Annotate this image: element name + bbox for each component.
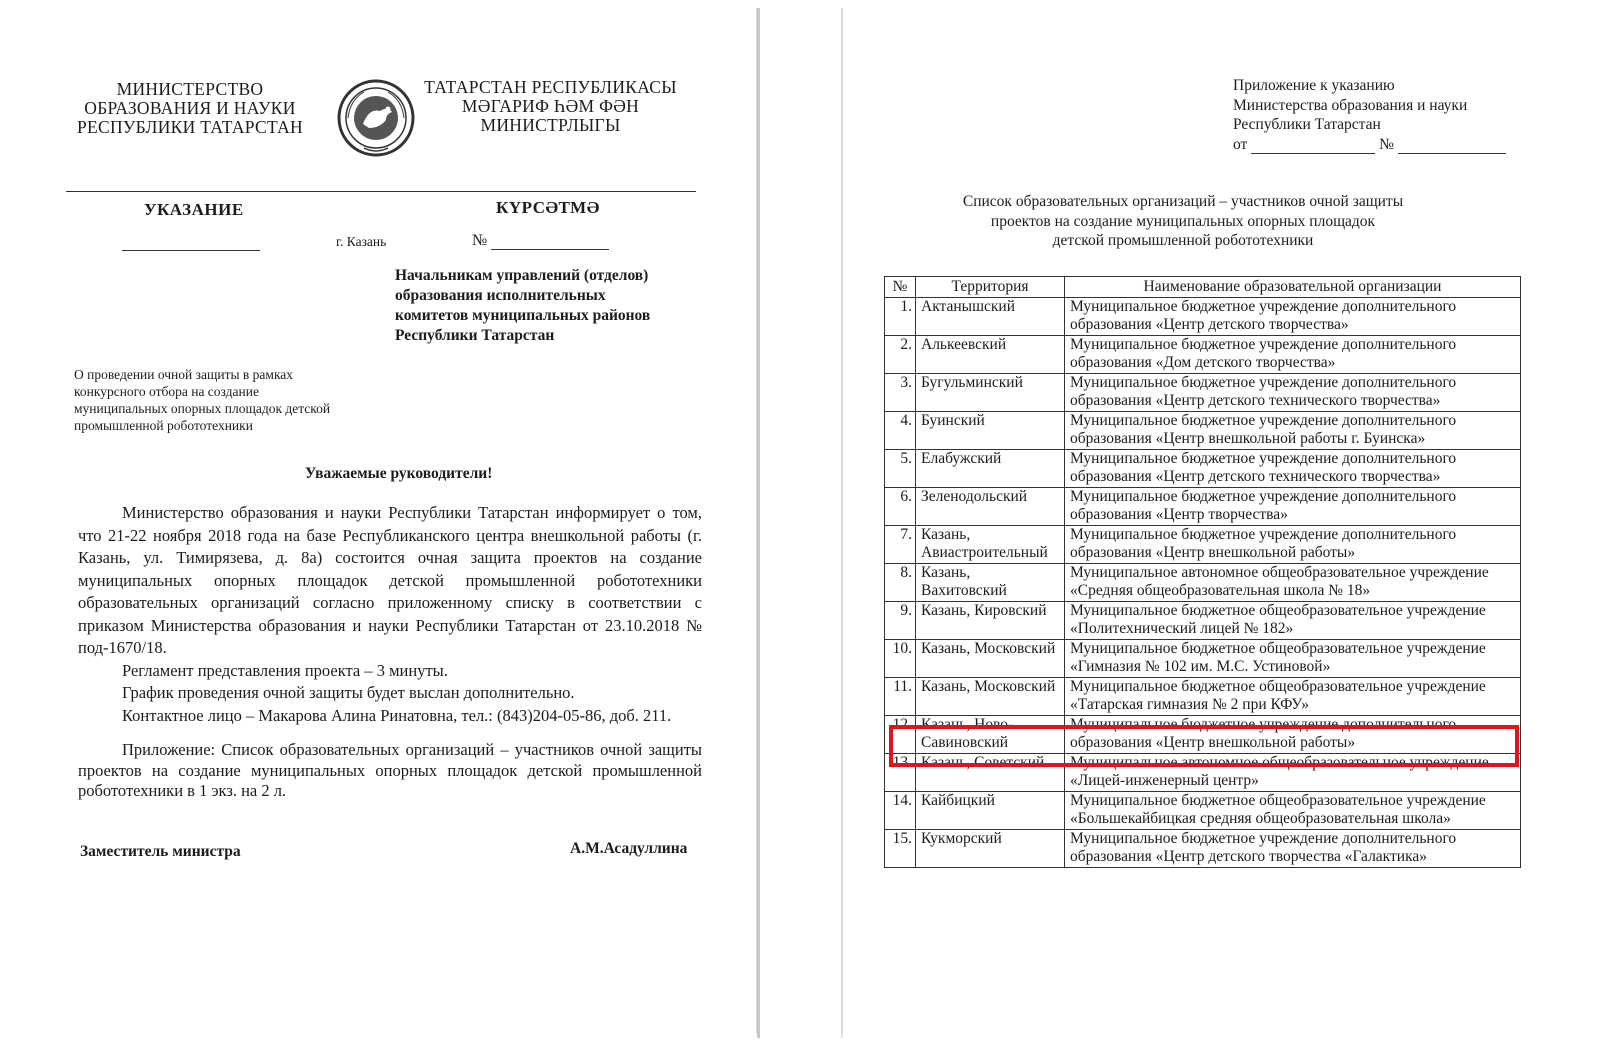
row-territory: Кукморский [916, 829, 1065, 867]
table-row [885, 639, 1521, 677]
signer-name: А.М.Асадуллина [570, 840, 688, 857]
table-body [885, 297, 1521, 867]
row-organization: Муниципальное бюджетное учреждение дополнительного образования «Центр внешкольной работы» [1065, 715, 1521, 753]
addressee-line: Начальникам управлений (отделов) [395, 267, 649, 284]
table-row [885, 525, 1521, 563]
row-territory: Казань, Московский [916, 639, 1065, 677]
row-territory: Казань, Вахитовский [916, 563, 1065, 601]
subject-line: промышленной робототехники [74, 418, 253, 433]
row-number: 2. [885, 335, 916, 373]
list-title-line: детской промышленной робототехники [1052, 232, 1314, 249]
row-number: 15. [885, 829, 916, 867]
table-row [885, 829, 1521, 867]
row-territory: Казань, Московский [916, 677, 1065, 715]
number-sign: № [472, 232, 488, 249]
city: г. Казань [336, 234, 387, 249]
row-number: 4. [885, 411, 916, 449]
schedule-line: График проведения очной защиты будет выслан дополнительно. [122, 683, 575, 702]
subject-line: муниципальных опорных площадок детской [74, 401, 331, 416]
contact-line: Контактное лицо – Макарова Алина Ринатовна, тел.: (843)204-05-86, доб. 211. [122, 705, 672, 725]
row-number: 8. [885, 563, 916, 601]
row-territory: Елабужский [916, 449, 1065, 487]
ministry-tt-line: МӘГАРИФ ҺӘМ ФӘН [461, 96, 640, 116]
row-organization: Муниципальное бюджетное учреждение дополнительного образования «Центр детского творчества» [1065, 297, 1521, 335]
row-territory: Бугульминский [916, 373, 1065, 411]
left-document-page [8, 8, 756, 1033]
row-organization: Муниципальное бюджетное общеобразовательное учреждение «Политехнический лицей № 182» [1065, 601, 1521, 639]
header-divider [66, 191, 696, 192]
attachment-header [1233, 76, 1533, 154]
page-edge [757, 8, 760, 1038]
row-number: 5. [885, 449, 916, 487]
row-organization: Муниципальное автономное общеобразовательное учреждение «Средняя общеобразовательная школа № 18» [1065, 563, 1521, 601]
row-territory: Буинский [916, 411, 1065, 449]
ministry-tt-line: МИНИСТРЛЫГЫ [480, 115, 621, 135]
participants-table [884, 276, 1521, 868]
row-organization: Муниципальное бюджетное учреждение дополнительного образования «Центр творчества» [1065, 487, 1521, 525]
row-number: 3. [885, 373, 916, 411]
col-header-organization: Наименование образовательной организации [1065, 277, 1521, 298]
row-organization: Муниципальное бюджетное учреждение дополнительного образования «Центр внешкольной работы» [1065, 525, 1521, 563]
row-number: 14. [885, 791, 916, 829]
addressee-line: Республики Татарстан [395, 327, 555, 344]
number-sign: № [1379, 135, 1394, 153]
row-organization: Муниципальное автономное общеобразовательное учреждение «Лицей-инженерный центр» [1065, 753, 1521, 791]
addressee [395, 266, 715, 346]
col-header-number: № [885, 277, 916, 298]
doc-number [472, 232, 609, 250]
row-territory: Казань, Советский [916, 753, 1065, 791]
list-title [903, 192, 1463, 251]
table-header-row [885, 277, 1521, 298]
row-territory: Казань, Ново-Савиновский [916, 715, 1065, 753]
letter-body [78, 502, 702, 802]
row-territory: Казань, Кировский [916, 601, 1065, 639]
table-row [885, 601, 1521, 639]
row-territory: Алькеевский [916, 335, 1065, 373]
attachment-date-number [1233, 135, 1533, 155]
row-territory: Казань, Авиастроительный [916, 525, 1065, 563]
table-row [885, 487, 1521, 525]
addressee-line: образования исполнительных [395, 287, 606, 304]
from-label: от [1233, 135, 1248, 153]
page-gutter [757, 0, 843, 1041]
tatarstan-emblem-icon [336, 78, 416, 158]
addressee-line: комитетов муниципальных районов [395, 307, 651, 324]
ministry-ru-line: ОБРАЗОВАНИЯ И НАУКИ [84, 98, 296, 118]
col-header-territory: Территория [916, 277, 1065, 298]
subject-line: конкурсного отбора на создание [74, 384, 259, 399]
row-territory: Зеленодольский [916, 487, 1065, 525]
date-blank [1251, 139, 1375, 154]
table-row [885, 411, 1521, 449]
date-blank [122, 234, 260, 251]
signer-title: Заместитель министра [80, 843, 241, 860]
table-row [885, 449, 1521, 487]
row-number: 1. [885, 297, 916, 335]
row-organization: Муниципальное бюджетное общеобразовательное учреждение «Гимназия № 102 им. М.С. Устиновой» [1065, 639, 1521, 677]
row-organization: Муниципальное бюджетное учреждение дополнительного образования «Центр детского технического творчества» [1065, 449, 1521, 487]
row-organization: Муниципальное бюджетное учреждение дополнительного образования «Центр внешкольной работы г. Буинска» [1065, 411, 1521, 449]
row-organization: Муниципальное бюджетное общеобразовательное учреждение «Большекайбицкая средняя общеобразовательная школа» [1065, 791, 1521, 829]
right-document-page [843, 8, 1592, 1033]
row-number: 12. [885, 715, 916, 753]
doc-type-tt: КҮРСӘТМӘ [496, 198, 600, 217]
attachment-header-line: Министерства образования и науки [1233, 96, 1468, 114]
ministry-ru-line: МИНИСТЕРСТВО [116, 79, 264, 99]
ministry-tt-line: ТАТАРСТАН РЕСПУБЛИКАСЫ [424, 77, 677, 97]
row-territory: Кайбицкий [916, 791, 1065, 829]
subject [74, 366, 374, 434]
row-organization: Муниципальное бюджетное учреждение дополнительного образования «Центр детского технического творчества» [1065, 373, 1521, 411]
number-blank [491, 235, 609, 250]
row-territory: Актанышский [916, 297, 1065, 335]
row-organization: Муниципальное бюджетное общеобразовательное учреждение «Татарская гимназия № 2 при КФУ» [1065, 677, 1521, 715]
row-12-highlight-box [889, 725, 1519, 767]
subject-line: О проведении очной защиты в рамках [74, 367, 294, 382]
row-number: 9. [885, 601, 916, 639]
list-title-line: Список образовательных организаций – участников очной защиты [962, 193, 1404, 210]
ministry-name-ru [70, 80, 310, 137]
attachment-paragraph: Приложение: Список образовательных организаций – участников очной защиты проектов на создание муниципальных опорных площадок детской промышленной робототехники в 1 экз. на 2 л. [78, 740, 702, 800]
table-row [885, 677, 1521, 715]
ministry-ru-line: РЕСПУБЛИКИ ТАТАРСТАН [76, 117, 303, 137]
row-number: 7. [885, 525, 916, 563]
table-row [885, 373, 1521, 411]
body-paragraph: Министерство образования и науки Республики Татарстан информирует о том, что 21-22 ноября 2018 года на базе Республиканского центра внешкольной работы (г. Казань, ул. Тимирязева, д. 8а) состоится очная защита проектов на создание муниципальных опорных площадок детской промышленной робототехники образовательных организаций согласно приложенному списку в соответствии с приказом Министерства образования и науки Республики Татарстан от 23.10.2018 № под-1670/18. [78, 503, 702, 657]
list-title-line: проектов на создание муниципальных опорных площадок [990, 212, 1376, 230]
table-row [885, 791, 1521, 829]
attachment-header-line: Приложение к указанию [1233, 77, 1395, 94]
row-number: 11. [885, 677, 916, 715]
doc-type-ru: УКАЗАНИЕ [144, 200, 244, 219]
table-row [885, 297, 1521, 335]
table-row [885, 335, 1521, 373]
row-organization: Муниципальное бюджетное учреждение дополнительного образования «Дом детского творчества» [1065, 335, 1521, 373]
row-number: 10. [885, 639, 916, 677]
ministry-name-tt [418, 78, 683, 135]
table-row [885, 563, 1521, 601]
greeting: Уважаемые руководители! [305, 465, 493, 482]
row-number: 13. [885, 753, 916, 791]
row-number: 6. [885, 487, 916, 525]
row-organization: Муниципальное бюджетное учреждение дополнительного образования «Центр детского творчества «Галактика» [1065, 829, 1521, 867]
number-blank [1398, 139, 1506, 154]
attachment-header-line: Республики Татарстан [1233, 116, 1381, 133]
reglament-line: Регламент представления проекта – 3 минуты. [122, 660, 448, 680]
